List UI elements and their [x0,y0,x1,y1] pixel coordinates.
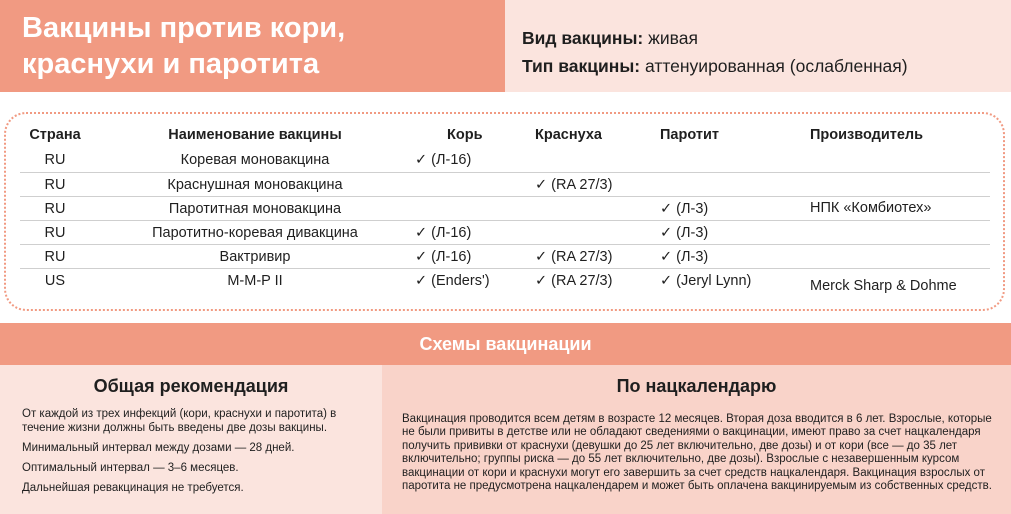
header-rubella: Краснуха [535,127,602,143]
cell-rubella [535,197,645,221]
cell-country: US [44,273,66,289]
cell-measles: ✓ (Л-16) [415,152,472,168]
table-header-row [20,123,990,147]
table-row [20,172,990,196]
national-calendar-text: Вакцинация проводится всем детям в возрасте 12 месяцев. Вторая доза вводится в 6 лет. Взрослые, которые не были привиты в детстве или не обладают сведениями о вакцинации, имеют право за счет нацкалендаря получить прививки от краснухи (девушки до 25 лет включительно, две дозы) и от кори (все — до 35 лет включительно; группы риска — до 55 лет включительно, две дозы). Взрослые с незавершенным курсом вакцинации от кори и краснухи могут его завершить за счет средств нацкалендаря. Вакцинация взрослых от паротита не предусмотрена нацкалендарем и может быть оплачена вакцинируемым из собственных средств. [402,413,992,493]
cell-measles [415,197,505,221]
maker-us: Merck Sharp & Dohme [810,278,957,294]
vaccine-type-label: Вид вакцины: [522,28,644,48]
title-box [0,0,505,92]
header-measles: Корь [447,127,483,143]
table-row [20,244,990,268]
vaccine-kind-label: Тип вакцины: [522,56,641,76]
header [0,0,1011,92]
table-row [20,220,990,244]
cell-name: Паротитно-коревая дивакцина [152,225,358,241]
cell-mumps [660,173,770,197]
cell-name: Вактривир [219,249,291,265]
header-country: Страна [29,127,81,143]
cell-mumps: ✓ (Л-3) [660,225,709,241]
header-name: Наименование вакцины [168,127,342,143]
cell-rubella: ✓ (RA 27/3) [535,273,613,289]
general-recommendation-title: Общая рекомендация [93,376,289,396]
cell-measles: ✓ (Л-16) [415,225,472,241]
cell-measles: ✓ (Л-16) [415,249,472,265]
general-paragraph: Минимальный интервал между дозами — 28 дней. [22,442,295,454]
cell-mumps: ✓ (Л-3) [660,249,709,265]
vaccine-kind-value: аттенуированная (ослабленная) [644,56,908,76]
cell-mumps [660,148,770,172]
vaccine-type-value: живая [648,28,698,48]
vaccine-kind-line [522,52,1011,80]
general-recommendation-text [22,407,372,501]
cell-measles [415,173,505,197]
title-line-1: Вакцины против кори, [22,12,346,44]
vaccine-type-line [522,24,1011,52]
cell-name: Коревая моновакцина [180,152,330,168]
cell-rubella: ✓ (RA 27/3) [535,249,613,265]
schemes-title: Схемы вакцинации [0,323,1011,365]
cell-name: Паротитная моновакцина [168,201,342,217]
cell-mumps: ✓ (Л-3) [660,201,709,217]
cell-country: RU [44,201,66,217]
general-paragraph: Оптимальный интервал — 3–6 месяцев. [22,462,239,474]
maker-ru: НПК «Комбиотех» [810,200,932,216]
cell-country: RU [44,249,66,265]
page-title [22,10,505,82]
cell-rubella [535,221,645,245]
general-paragraph: От каждой из трех инфекций (кори, краснухи и паротита) в течение жизни должны быть введены две дозы вакцины. [22,408,337,434]
national-calendar-panel [382,365,1011,514]
cell-mumps: ✓ (Jeryl Lynn) [660,273,752,289]
title-line-2: краснухи и паротита [22,48,320,80]
cell-country: RU [44,177,66,193]
general-recommendation-panel [0,365,382,514]
cell-rubella [535,148,645,172]
vaccine-info-box [505,0,1011,92]
header-maker: Производитель [810,127,924,143]
general-paragraph: Дальнейшая ревакцинация не требуется. [22,482,244,494]
cell-rubella: ✓ (RA 27/3) [535,177,613,193]
national-calendar-title: По нацкалендарю [616,376,777,396]
cell-country: RU [44,225,66,241]
cell-measles: ✓ (Enders') [415,273,490,289]
cell-country: RU [44,152,66,168]
table-row [20,148,990,172]
cell-name: Краснушная моновакцина [167,177,343,193]
header-mumps: Паротит [660,127,719,143]
cell-name: M-M-P II [227,273,283,289]
